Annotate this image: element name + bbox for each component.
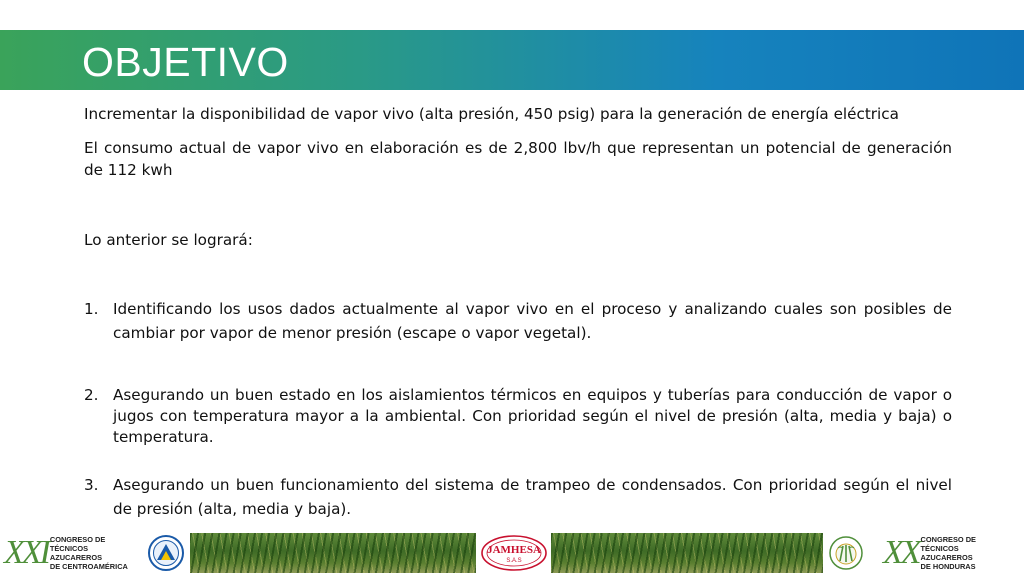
- list-item-text: Identificando los usos dados actualmente al vapor vivo en el proceso y analizando cuales son posibles de cambiar por vapor de menor presión (escape o vapor vegetal).: [113, 300, 952, 342]
- list-item-text: Asegurando un buen estado en los aislamientos térmicos en equipos y tuberías para conducción de vapor o jugos con temperatura mayor a la ambiental. Con prioridad según el nivel de presión (alta, media y baja) o temperatura.: [113, 386, 952, 446]
- footer-banner: [0, 530, 1024, 576]
- list-item-number: 3.: [84, 476, 99, 494]
- congress-centroamerica-logo: [4, 532, 130, 574]
- logo-caption-line: DE HONDURAS: [920, 562, 976, 571]
- title-bar: [0, 30, 1024, 90]
- list-item-text: Asegurando un buen funcionamiento del sistema de trampeo de condensados. Con prioridad según el nivel de presión (alta, media y baja).: [113, 476, 952, 518]
- approach-intro: Lo anterior se logrará:: [84, 231, 253, 249]
- list-item: [84, 385, 952, 448]
- logo-caption: [50, 535, 130, 571]
- logo-caption-line: CONGRESO DE: [49, 535, 106, 544]
- atacac-emblem-icon: [148, 534, 184, 572]
- list-item: [84, 297, 952, 345]
- slide-title: OBJETIVO: [82, 39, 289, 85]
- honduras-association-emblem-icon: [828, 534, 864, 572]
- list-item-number: 1.: [84, 300, 99, 318]
- logo-roman-numeral: XXI: [4, 534, 48, 571]
- jamhesa-sub: S.A.S: [506, 558, 522, 564]
- jamhesa-name: JAMHESA: [487, 544, 541, 556]
- logo-caption-line: DE CENTROAMÉRICA: [49, 562, 128, 571]
- sugarcane-photo: [551, 533, 823, 573]
- logo-roman-numeral: XX: [883, 534, 919, 571]
- current-consumption-paragraph: El consumo actual de vapor vivo en elaboración es de 2,800 lbv/h que representan un potencial de generación de 112 kwh: [84, 139, 952, 179]
- list-item-number: 2.: [84, 386, 99, 404]
- jamhesa-logo: [480, 534, 548, 572]
- sugarcane-photo: [190, 533, 476, 573]
- list-item: [84, 473, 952, 521]
- congress-honduras-logo: [883, 532, 1001, 574]
- logo-caption-line: TÉCNICOS AZUCAREROS: [49, 544, 103, 562]
- logo-caption-line: CONGRESO DE: [920, 535, 976, 544]
- logo-caption-line: TÉCNICOS AZUCAREROS: [920, 544, 973, 562]
- objective-paragraph: Incrementar la disponibilidad de vapor vivo (alta presión, 450 psig) para la generación de energía eléctrica: [84, 105, 899, 123]
- logo-caption: [921, 535, 1001, 571]
